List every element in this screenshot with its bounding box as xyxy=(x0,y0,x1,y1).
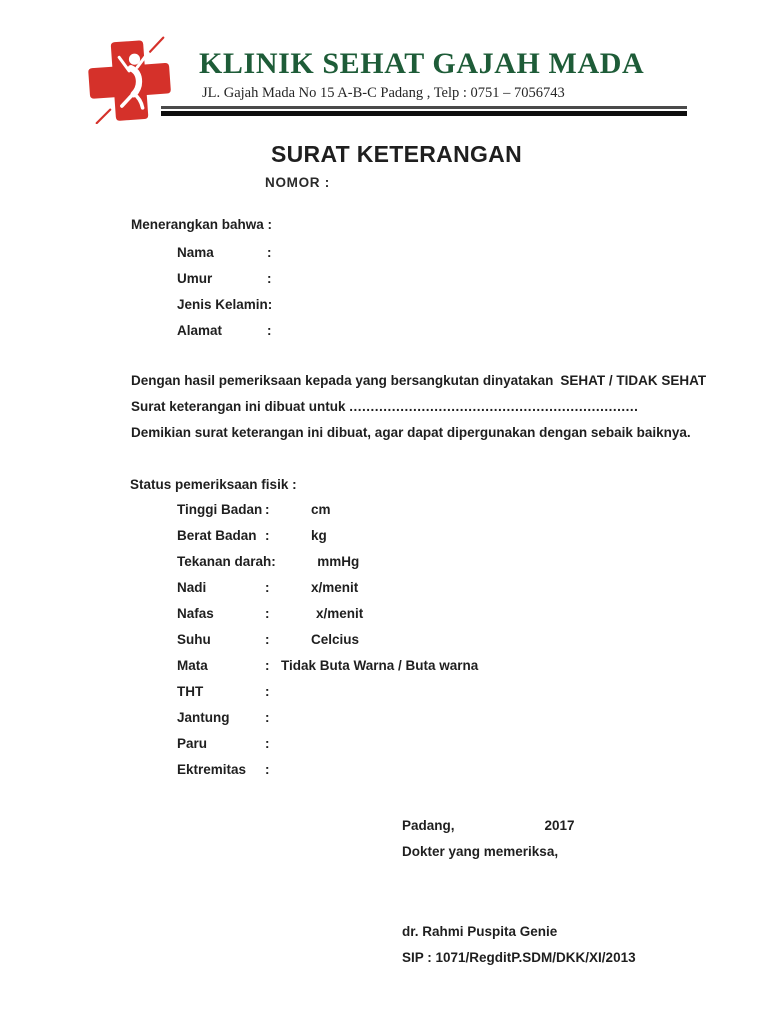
closing-text: Demikian surat keterangan ini dibuat, agar dapat dipergunakan dengan sebaik baiknya. xyxy=(131,425,691,440)
physical-exam-table xyxy=(177,497,478,783)
field-row-alamat xyxy=(177,318,288,344)
clinic-address: JL. Gajah Mada No 15 A-B-C Padang , Telp : 0751 – 7056743 xyxy=(202,85,565,101)
divider-line-thin xyxy=(161,106,687,109)
health-result-text: SEHAT / TIDAK SEHAT xyxy=(560,373,707,388)
signature-place-date xyxy=(402,813,636,839)
row-label: Paru xyxy=(177,736,208,751)
statement-text: Dengan hasil pemeriksaan kepada yang bersangkutan dinyatakan xyxy=(131,373,554,388)
row-colon: : xyxy=(265,502,270,517)
row-colon: : xyxy=(265,580,270,595)
statement-paragraph xyxy=(131,368,731,446)
field-row-umur xyxy=(177,266,288,292)
field-colon: : xyxy=(267,323,272,338)
clinic-name: KLINIK SEHAT GAJAH MADA xyxy=(199,47,645,80)
row-value: Tidak Buta Warna / Buta warna xyxy=(281,658,479,673)
table-row-tinggi-badan xyxy=(177,497,478,523)
row-colon: : xyxy=(265,736,270,751)
row-colon: : xyxy=(265,528,270,543)
doctor-name: dr. Rahmi Puspita Genie xyxy=(402,924,558,939)
row-colon: : xyxy=(271,554,276,569)
table-row-paru xyxy=(177,731,478,757)
table-row-nadi xyxy=(177,575,478,601)
row-label: Suhu xyxy=(177,632,211,647)
subject-fields xyxy=(177,240,288,344)
field-row-jenis-kelamin xyxy=(177,292,288,318)
row-label: Nafas xyxy=(177,606,214,621)
statement-line-closing xyxy=(131,420,731,446)
row-label: Tinggi Badan xyxy=(177,502,263,517)
document-number-label: NOMOR : xyxy=(265,175,330,190)
table-row-tekanan-darah xyxy=(177,549,478,575)
row-label: THT xyxy=(177,684,204,699)
row-label: Ektremitas xyxy=(177,762,247,777)
dotted-fill-line: .................................................................... xyxy=(349,399,639,414)
table-row-jantung xyxy=(177,705,478,731)
signature-space xyxy=(402,865,636,919)
physical-section-heading: Status pemeriksaan fisik : xyxy=(130,477,297,492)
doctor-sip-number: SIP : 1071/RegditP.SDM/DKK/XI/2013 xyxy=(402,950,636,965)
row-value: x/menit xyxy=(316,606,364,621)
field-colon: : xyxy=(267,245,272,260)
row-colon: : xyxy=(265,684,270,699)
field-label: Nama xyxy=(177,245,214,260)
purpose-text: Surat keterangan ini dibuat untuk xyxy=(131,399,350,414)
field-row-nama xyxy=(177,240,288,266)
row-label: Tekanan darah xyxy=(177,554,272,569)
row-colon: : xyxy=(265,632,270,647)
table-row-nafas xyxy=(177,601,478,627)
table-row-mata xyxy=(177,653,478,679)
row-value: Celcius xyxy=(311,632,360,647)
field-colon: : xyxy=(267,297,273,312)
row-value: cm xyxy=(311,502,331,517)
row-value: x/menit xyxy=(311,580,359,595)
row-value: kg xyxy=(311,528,327,543)
table-row-tht xyxy=(177,679,478,705)
field-label: Jenis Kelamin xyxy=(177,297,268,312)
row-label: Berat Badan xyxy=(177,528,257,543)
signature-place: Padang, xyxy=(402,818,455,833)
field-colon: : xyxy=(267,271,272,286)
row-label: Jantung xyxy=(177,710,230,725)
statement-line-result xyxy=(131,368,731,394)
row-value: mmHg xyxy=(317,554,360,569)
table-row-berat-badan xyxy=(177,523,478,549)
header-divider xyxy=(161,106,687,116)
signature-role: Dokter yang memeriksa, xyxy=(402,844,559,859)
document-title: SURAT KETERANGAN xyxy=(271,141,522,167)
statement-line-purpose xyxy=(131,394,731,420)
row-label: Nadi xyxy=(177,580,207,595)
row-colon: : xyxy=(265,658,270,673)
subject-section-heading: Menerangkan bahwa : xyxy=(131,217,273,232)
field-label: Alamat xyxy=(177,323,223,338)
row-colon: : xyxy=(265,606,270,621)
table-row-ektremitas xyxy=(177,757,478,783)
signature-year: 2017 xyxy=(544,818,575,833)
field-label: Umur xyxy=(177,271,213,286)
row-colon: : xyxy=(265,710,270,725)
row-label: Mata xyxy=(177,658,208,673)
table-row-suhu xyxy=(177,627,478,653)
divider-line-thick xyxy=(161,111,687,116)
row-colon: : xyxy=(265,762,270,777)
signature-block xyxy=(402,813,636,971)
